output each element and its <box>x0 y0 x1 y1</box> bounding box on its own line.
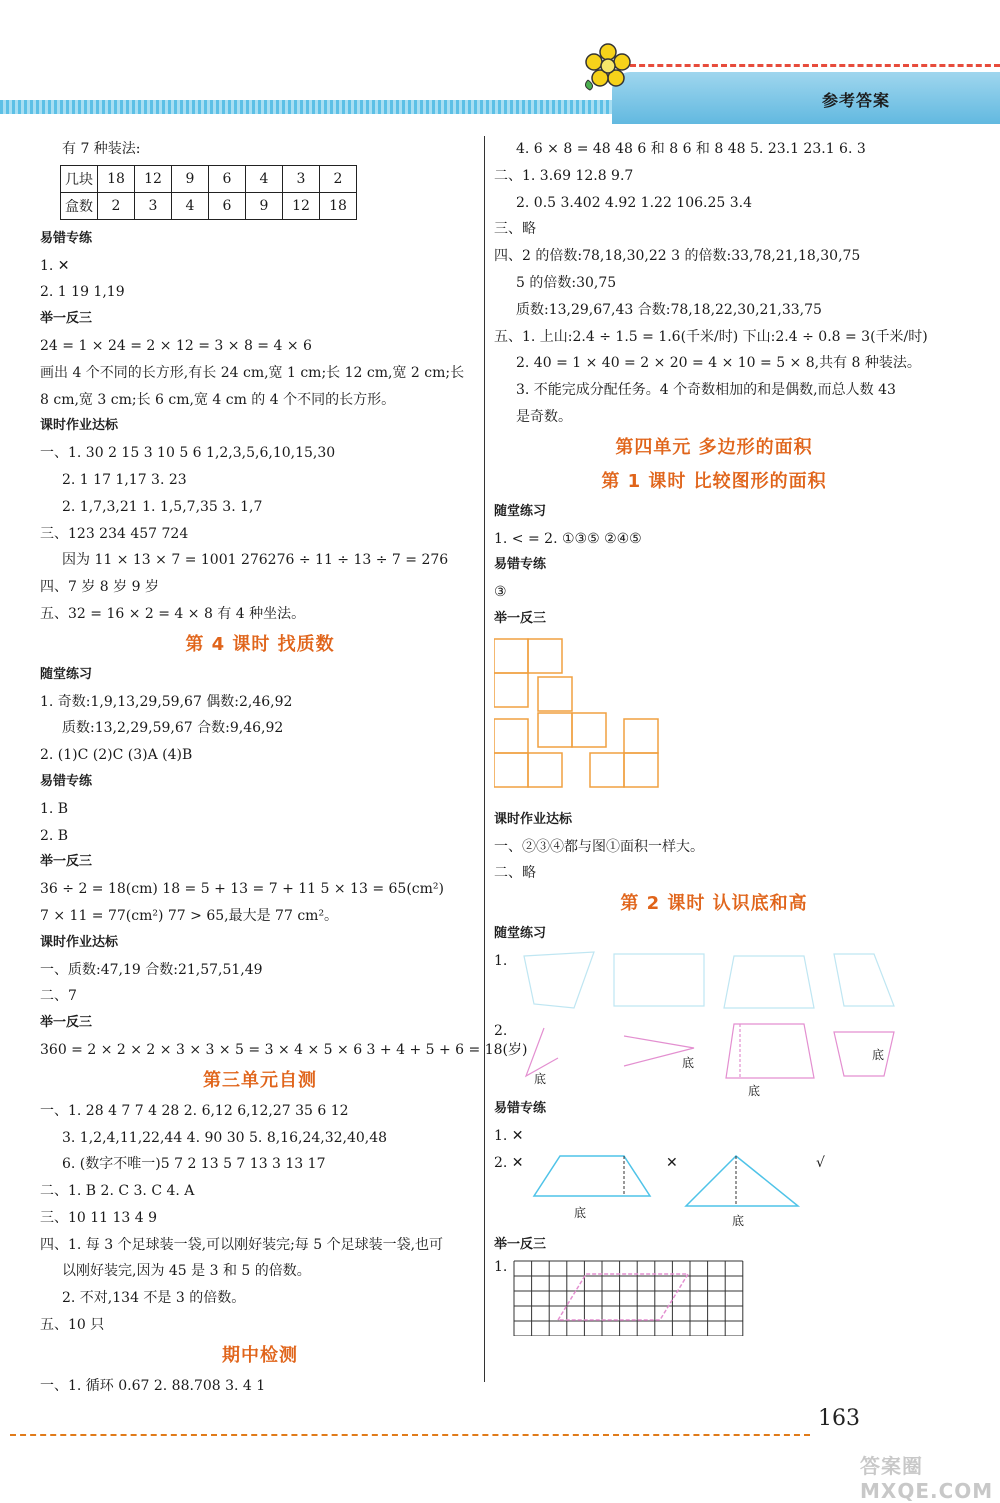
answer-line: 三、123 234 457 724 <box>40 525 189 542</box>
section-title: 第 2 课时 认识底和高 <box>620 893 808 915</box>
table-row <box>61 192 357 219</box>
base-label: 底 <box>732 1213 745 1228</box>
answer-line: 7 × 11 = 77(cm²) 77 > 65,最大是 77 cm²。 <box>40 907 339 924</box>
table-cell: 4 <box>172 192 209 219</box>
header-band <box>0 100 640 114</box>
section-title: 第三单元自测 <box>203 1069 317 1091</box>
table-cell: 18 <box>98 165 135 192</box>
table-cell: 9 <box>246 192 283 219</box>
watermark: 答案圈 MXQE.COM <box>860 1454 994 1503</box>
subsection-heading: 易错专练 <box>40 230 93 246</box>
subsection-heading: 随堂练习 <box>40 666 93 682</box>
subsection-heading: 易错专练 <box>40 773 93 789</box>
right-block-2 <box>494 499 934 633</box>
subsection-heading: 课时作业达标 <box>40 934 119 950</box>
table-cell: 3 <box>135 192 172 219</box>
left-block-1 <box>40 226 480 628</box>
base-label: 底 <box>534 1071 547 1086</box>
answer-line: 五、32 = 16 × 2 = 4 × 8 有 4 种坐法。 <box>40 605 306 622</box>
subsection-heading: 课时作业达标 <box>494 811 573 827</box>
answer-line: 2. 1 17 1,17 3. 23 <box>62 471 187 488</box>
base-label: 底 <box>748 1083 761 1098</box>
answer-line: 1. < = 2. ①③⑤ ②④⑤ <box>494 530 642 547</box>
check-mark: √ <box>816 1154 825 1171</box>
subsection-heading: 举一反三 <box>494 1236 547 1252</box>
answer-line: 一、1. 循环 0.67 2. 88.708 3. 4 1 <box>40 1377 266 1394</box>
base-label: 底 <box>872 1047 885 1062</box>
grid-figure <box>494 1258 934 1338</box>
intro-text: 有 7 种装法: <box>62 141 141 157</box>
table-cell: 盒数 <box>61 192 98 219</box>
subsection-heading: 举一反三 <box>40 1015 93 1031</box>
unit-title: 第四单元 多边形的面积 <box>615 436 813 458</box>
table-cell: 6 <box>209 192 246 219</box>
table-cell: 几块 <box>61 165 98 192</box>
table-cell: 12 <box>135 165 172 192</box>
table-cell: 2 <box>98 192 135 219</box>
answer-line: 是奇数。 <box>516 408 572 425</box>
answer-line: 四、7 岁 8 岁 9 岁 <box>40 579 159 596</box>
answer-line: 2. 1,7,3,21 1. 1,5,7,35 3. 1,7 <box>62 498 263 515</box>
header-tab <box>612 72 1000 124</box>
subsection-heading: 易错专练 <box>494 557 547 573</box>
answer-line: 24 = 1 × 24 = 2 × 12 = 3 × 8 = 4 × 6 <box>40 337 312 354</box>
answer-line: ③ <box>494 584 507 601</box>
right-block-5 <box>494 1096 934 1150</box>
square-arrangement-figure <box>494 633 694 803</box>
subsection-heading: 课时作业达标 <box>40 418 119 434</box>
packing-table <box>60 165 357 220</box>
base-height-figure-2 <box>494 1018 934 1096</box>
answer-line: 360 = 2 × 2 × 2 × 3 × 3 × 5 = 3 × 4 × 5 × 6 3 + 4 + 5 + 6 = 18(岁) <box>40 1041 528 1058</box>
base-label: 底 <box>682 1055 695 1070</box>
answer-line: 三、10 11 13 4 9 <box>40 1209 158 1226</box>
answer-line: 二、7 <box>40 988 77 1005</box>
left-block-4 <box>40 1373 480 1400</box>
answer-line: 36 ÷ 2 = 18(cm) 18 = 5 + 13 = 7 + 11 5 × 13 = 65(cm²) <box>40 881 444 898</box>
answer-line: 2. (1)C (2)C (3)A (4)B <box>40 747 193 764</box>
answer-line: 一、②③④都与图①面积一样大。 <box>494 838 704 855</box>
question-number: 2. ✕ <box>494 1154 524 1171</box>
answer-line: 五、1. 上山:2.4 ÷ 1.5 = 1.6(千米/时) 下山:2.4 ÷ 0.8 = 3(千米/时) <box>494 328 928 345</box>
answer-line: 一、1. 28 4 7 7 4 28 2. 6,12 6,12,27 35 6 12 <box>40 1102 349 1119</box>
answer-line: 质数:13,2,29,59,67 合数:9,46,92 <box>62 720 284 737</box>
column-divider <box>484 136 485 1382</box>
flower-icon <box>580 40 636 96</box>
answer-line: 2. 1 19 1,19 <box>40 284 125 301</box>
answer-line: 三、略 <box>494 221 536 238</box>
answer-line: 一、质数:47,19 合数:21,57,51,49 <box>40 961 263 978</box>
subsection-heading: 举一反三 <box>40 311 93 327</box>
answer-line: 四、1. 每 3 个足球装一袋,可以刚好装完;每 5 个足球装一袋,也可 <box>40 1236 444 1253</box>
answer-line: 2. 不对,134 不是 3 的倍数。 <box>62 1290 246 1307</box>
answer-line: 8 cm,宽 3 cm;长 6 cm,宽 4 cm 的 4 个不同的长方形。 <box>40 391 396 408</box>
answer-line: 以刚好装完,因为 45 是 3 和 5 的倍数。 <box>62 1263 311 1280</box>
page-number: 163 <box>818 1406 860 1431</box>
trapezoid-triangle-shapes <box>504 1154 834 1222</box>
answer-line: 6. (数字不唯一)5 7 2 13 5 7 13 3 13 17 <box>62 1156 326 1173</box>
right-block-6 <box>494 1232 934 1259</box>
question-number: 1. <box>494 952 508 969</box>
footer-dash-line <box>10 1434 810 1436</box>
right-block-3 <box>494 807 934 887</box>
question-number: 1. <box>494 1259 508 1276</box>
shapes-with-base <box>514 1018 914 1096</box>
header-title: 参考答案 <box>821 91 890 110</box>
answer-line: 2. 0.5 3.402 4.92 1.22 106.25 3.4 <box>516 194 752 211</box>
section-title: 第 1 课时 比较图形的面积 <box>601 470 827 492</box>
answer-line: 1. ✕ <box>494 1127 524 1144</box>
subsection-heading: 随堂练习 <box>494 926 547 942</box>
answer-line: 二、1. 3.69 12.8 9.7 <box>494 167 634 184</box>
table-cell: 18 <box>320 192 357 219</box>
answer-line: 二、1. B 2. C 3. C 4. A <box>40 1183 195 1200</box>
answer-line: 因为 11 × 13 × 7 = 1001 276276 ÷ 11 ÷ 13 ÷ 7 = 276 <box>62 552 449 569</box>
subsection-heading: 举一反三 <box>494 610 547 626</box>
subsection-heading: 举一反三 <box>40 854 93 870</box>
right-block-4 <box>494 921 934 948</box>
left-block-3 <box>40 1098 480 1339</box>
question-number: 2. <box>494 1022 508 1039</box>
table-cell: 9 <box>172 165 209 192</box>
answer-line: 1. ✕ <box>40 257 70 274</box>
table-cell: 2 <box>320 165 357 192</box>
shapes-outline <box>514 948 914 1016</box>
table-row <box>61 165 357 192</box>
answer-line: 2. 40 = 1 × 40 = 2 × 20 = 4 × 10 = 5 × 8,共有 8 种装法。 <box>516 355 921 372</box>
answer-line: 五、10 只 <box>40 1317 105 1334</box>
grid-shapes <box>512 1260 746 1336</box>
subsection-heading: 易错专练 <box>494 1100 547 1116</box>
answer-line: 1. 奇数:1,9,13,29,59,67 偶数:2,46,92 <box>40 693 293 710</box>
table-cell: 3 <box>283 165 320 192</box>
answer-line: 画出 4 个不同的长方形,有长 24 cm,宽 1 cm;长 12 cm,宽 2 cm;长 <box>40 364 465 381</box>
answer-line: 3. 1,2,4,11,22,44 4. 90 30 5. 8,16,24,32,40,48 <box>62 1129 388 1146</box>
answer-line: 5 的倍数:30,75 <box>516 274 617 291</box>
answer-line: 2. B <box>40 827 69 844</box>
section-title: 期中检测 <box>222 1344 298 1366</box>
answer-line: 1. B <box>40 800 69 817</box>
table-cell: 4 <box>246 165 283 192</box>
subsection-heading: 随堂练习 <box>494 503 547 519</box>
answer-line: 4. 6 × 8 = 48 48 6 和 8 6 和 8 48 5. 23.1 23.1 6. 3 <box>516 141 866 157</box>
base-height-figure-1 <box>494 948 934 1018</box>
section-title: 第 4 课时 找质数 <box>185 633 335 655</box>
answer-line: 二、略 <box>494 865 536 882</box>
right-column <box>494 136 934 1338</box>
answer-line: 一、1. 30 2 15 3 10 5 6 1,2,3,5,6,10,15,30 <box>40 445 336 462</box>
answer-line: 四、2 的倍数:78,18,30,22 3 的倍数:33,78,21,18,30,75 <box>494 248 861 265</box>
trapezoid-triangle-figure <box>494 1150 934 1232</box>
table-cell: 6 <box>209 165 246 192</box>
table-cell: 12 <box>283 192 320 219</box>
cross-mark: ✕ <box>666 1154 678 1171</box>
answer-line: 3. 不能完成分配任务。4 个奇数相加的和是偶数,而总人数 43 <box>516 382 896 399</box>
answer-line: 质数:13,29,67,43 合数:78,18,22,30,21,33,75 <box>516 301 822 318</box>
base-label: 底 <box>574 1205 587 1220</box>
header-dash-line <box>630 64 1000 67</box>
right-block-1 <box>494 136 934 431</box>
